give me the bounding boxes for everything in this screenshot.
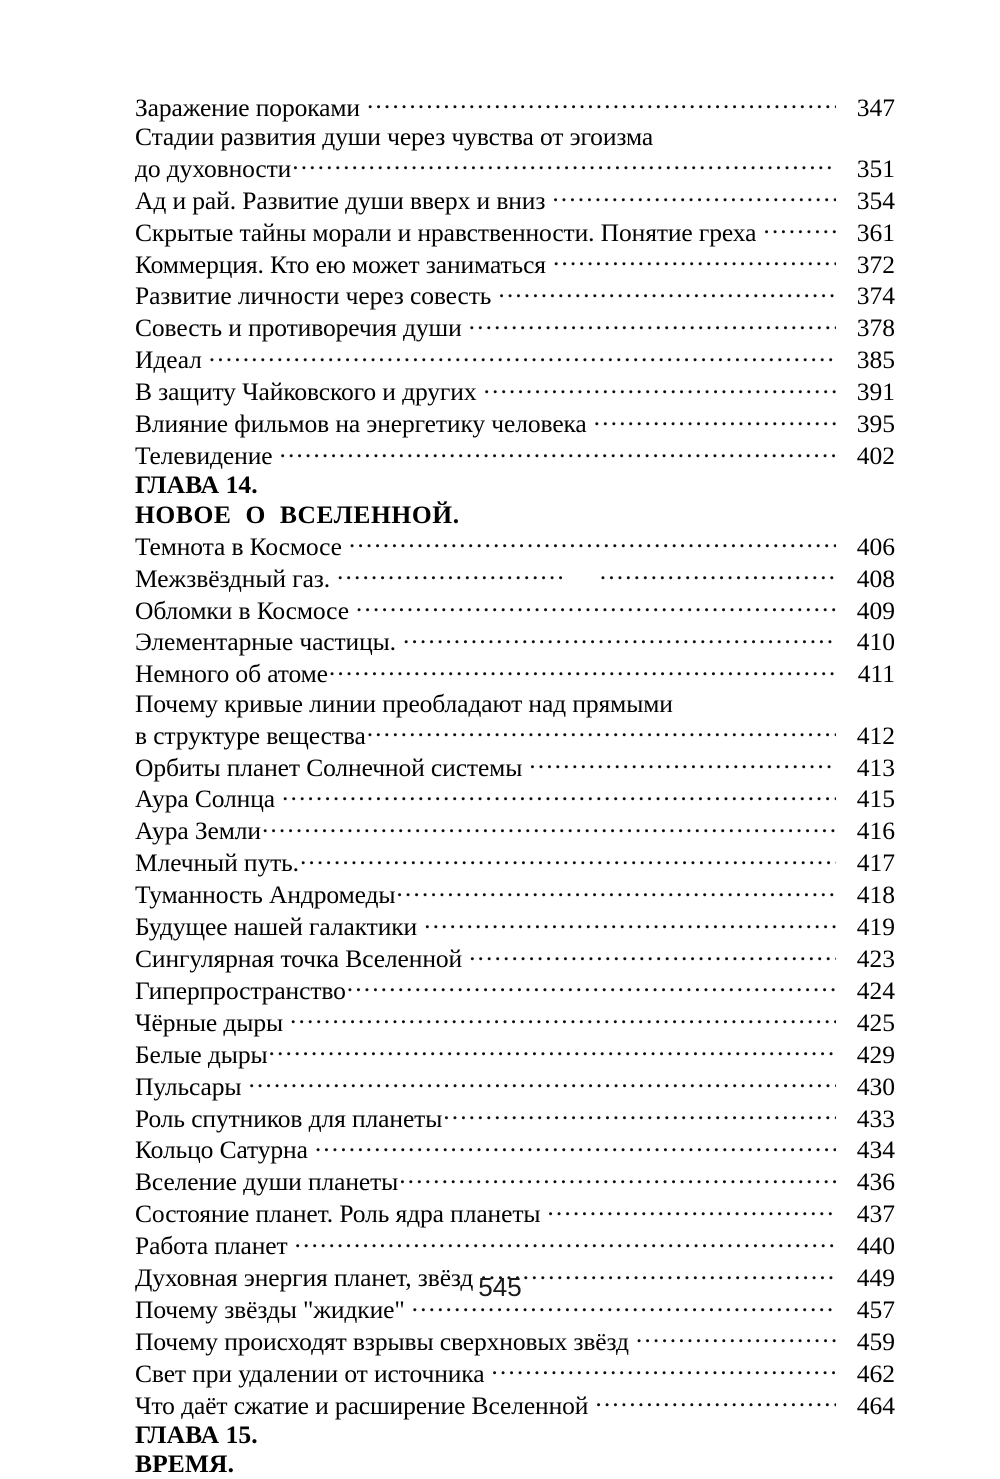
toc-entry-title: Пульсары xyxy=(135,1071,242,1101)
toc-entry[interactable] xyxy=(135,878,895,910)
toc-entry[interactable] xyxy=(135,375,895,407)
toc-entry[interactable] xyxy=(135,279,895,311)
dot-leader xyxy=(595,1388,836,1414)
toc-page-number: 424 xyxy=(856,975,895,1005)
dot-leader xyxy=(290,1005,836,1031)
toc-entry-title: Кольцо Сатурна xyxy=(135,1135,308,1165)
toc-entry[interactable] xyxy=(135,1005,895,1037)
dot-leader xyxy=(209,343,836,369)
dot-leader xyxy=(367,718,836,744)
toc-entry[interactable] xyxy=(135,814,895,846)
toc-entry-title: Элементарные частицы. xyxy=(135,627,396,657)
toc-entry[interactable] xyxy=(135,122,895,183)
toc-entry-title: Вселение души планеты xyxy=(135,1167,399,1197)
dot-leader xyxy=(269,1037,836,1063)
dot-leader xyxy=(315,1133,836,1159)
toc-entry-title: в структуре вещества xyxy=(135,720,366,750)
chapter-heading: ГЛАВА 14. xyxy=(135,470,258,500)
dot-leader xyxy=(484,375,837,401)
toc-entry[interactable] xyxy=(135,1101,895,1133)
dot-leader xyxy=(547,1197,836,1223)
toc-entry[interactable] xyxy=(135,311,895,343)
toc-page-number: 378 xyxy=(856,313,895,343)
dot-leader xyxy=(529,750,836,776)
toc-page-number: 411 xyxy=(857,659,895,689)
toc-entry-title: Гиперпространство xyxy=(135,975,346,1005)
toc-entry-title: Состояние планет. Роль ядра планеты xyxy=(135,1199,541,1229)
toc-entry-title: до духовности xyxy=(135,153,292,183)
toc-page-number: 423 xyxy=(856,943,895,973)
toc-entry[interactable] xyxy=(135,846,895,878)
toc-page-number: 408 xyxy=(856,563,895,593)
dot-leader xyxy=(349,529,836,555)
toc-entry[interactable] xyxy=(135,1356,895,1388)
toc-entry-title: Сингулярная точка Вселенной xyxy=(135,943,463,973)
toc-page-number: 402 xyxy=(856,440,895,470)
toc-page-number: 412 xyxy=(856,720,895,750)
toc-entry-title: Работа планет xyxy=(135,1231,288,1261)
toc-page-number: 406 xyxy=(856,531,895,561)
dot-leader xyxy=(337,561,836,587)
toc-page-number: 415 xyxy=(856,784,895,814)
toc-entry[interactable] xyxy=(135,343,895,375)
toc-entry-title: Белые дыры xyxy=(135,1039,268,1069)
dot-leader xyxy=(367,90,836,116)
toc-entry-list xyxy=(135,90,895,1479)
dot-leader xyxy=(356,593,836,619)
toc-entry-title: Роль спутников для планеты xyxy=(135,1103,443,1133)
dot-leader xyxy=(262,814,836,840)
toc-page-number: 416 xyxy=(856,816,895,846)
dot-leader xyxy=(329,657,836,683)
toc-entry[interactable] xyxy=(135,625,895,657)
toc-entry-title: Влияние фильмов на энергетику человека xyxy=(135,409,587,439)
dot-leader xyxy=(347,973,836,999)
toc-entry[interactable] xyxy=(135,782,895,814)
toc-entry[interactable] xyxy=(135,689,895,750)
toc-page-number: 395 xyxy=(856,409,895,439)
toc-entry-title: Орбиты планет Солнечной системы xyxy=(135,752,523,782)
dot-leader xyxy=(282,782,836,808)
toc-entry-title: Ад и рай. Развитие души вверх и вниз xyxy=(135,185,546,215)
toc-page-number: 418 xyxy=(856,880,895,910)
toc-page-number: 433 xyxy=(856,1103,895,1133)
toc-page-number: 459 xyxy=(856,1326,895,1356)
toc-entry-title: Заражение пороками xyxy=(135,92,360,122)
dot-leader xyxy=(469,941,836,967)
toc-entry-title: Скрытые тайны морали и нравственности. Понятие греха xyxy=(135,217,757,247)
toc-entry[interactable] xyxy=(135,1229,895,1261)
toc-page-number: 351 xyxy=(856,153,895,183)
toc-entry[interactable] xyxy=(135,593,895,625)
dot-leader xyxy=(594,407,836,433)
toc-page-number: 391 xyxy=(856,377,895,407)
chapter-heading: ВРЕМЯ. xyxy=(135,1449,235,1479)
toc-entry[interactable] xyxy=(135,247,895,279)
toc-entry[interactable] xyxy=(135,561,895,593)
toc-entry-title: Развитие личности через совесть xyxy=(135,281,492,311)
toc-entry[interactable] xyxy=(135,1037,895,1069)
toc-page-number: 347 xyxy=(856,92,895,122)
toc-page-number: 429 xyxy=(856,1039,895,1069)
dot-leader xyxy=(424,910,836,936)
toc-entry-title: Почему кривые линии преобладают над прямыми xyxy=(135,688,673,718)
toc-entry-title: Почему звёзды "жидкие" xyxy=(135,1294,405,1324)
chapter-heading: НОВОЕ О ВСЕЛЕННОЙ. xyxy=(135,499,460,529)
toc-entry-title: Обломки в Космосе xyxy=(135,595,349,625)
toc-page-number: 440 xyxy=(856,1231,895,1261)
toc-page-number: 464 xyxy=(856,1390,895,1420)
toc-page-number: 361 xyxy=(856,217,895,247)
toc-entry-title: Коммерция. Кто ею может заниматься xyxy=(135,249,546,279)
toc-page-number: 413 xyxy=(856,752,895,782)
dot-leader xyxy=(403,625,836,651)
toc-page-number: 425 xyxy=(856,1007,895,1037)
toc-entry-title: Млечный путь. xyxy=(135,848,299,878)
toc-page-number: 410 xyxy=(856,627,895,657)
toc-entry-title: Темнота в Космосе xyxy=(135,531,342,561)
toc-entry-title: Туманность Андромеды xyxy=(135,880,396,910)
toc-entry[interactable] xyxy=(135,1388,895,1420)
dot-leader xyxy=(469,311,836,337)
dot-leader xyxy=(279,438,836,464)
dot-leader xyxy=(443,1101,836,1127)
toc-entry[interactable] xyxy=(135,183,895,215)
toc-entry[interactable] xyxy=(135,438,895,470)
toc-page-number: 385 xyxy=(856,345,895,375)
toc-entry[interactable] xyxy=(135,1197,895,1229)
dot-leader xyxy=(636,1324,836,1350)
toc-entry-title: Аура Земли xyxy=(135,816,261,846)
toc-entry[interactable] xyxy=(135,1165,895,1197)
toc-entry[interactable] xyxy=(135,215,895,247)
dot-leader xyxy=(295,1229,836,1255)
dot-leader xyxy=(553,247,836,273)
toc-entry-title: Чёрные дыры xyxy=(135,1007,284,1037)
toc-page-number: 409 xyxy=(856,595,895,625)
dot-leader xyxy=(498,279,836,305)
page-folio-number: 545 xyxy=(478,1272,522,1302)
dot-leader xyxy=(396,878,836,904)
toc-page-number: 374 xyxy=(856,281,895,311)
toc-page-number: 437 xyxy=(856,1199,895,1229)
toc-page-number: 462 xyxy=(856,1358,895,1388)
toc-entry[interactable] xyxy=(135,1069,895,1101)
toc-entry[interactable] xyxy=(135,657,895,689)
toc-page-number: 419 xyxy=(856,912,895,942)
chapter-heading: ГЛАВА 15. xyxy=(135,1420,258,1450)
toc-entry[interactable] xyxy=(135,750,895,782)
toc-page-number: 434 xyxy=(856,1135,895,1165)
dot-leader xyxy=(248,1069,836,1095)
toc-entry-title: Немного об атоме xyxy=(135,659,328,689)
toc-entry[interactable] xyxy=(135,1324,895,1356)
toc-page-number: 436 xyxy=(856,1167,895,1197)
toc-entry[interactable] xyxy=(135,1133,895,1165)
toc-entry[interactable] xyxy=(135,973,895,1005)
toc-page-number: 417 xyxy=(856,848,895,878)
toc-entry-title: Почему происходят взрывы сверхновых звёзд xyxy=(135,1326,629,1356)
toc-page-number: 354 xyxy=(856,185,895,215)
toc-entry-title: Будущее нашей галактики xyxy=(135,912,418,942)
toc-entry[interactable] xyxy=(135,407,895,439)
dot-leader xyxy=(300,846,836,872)
toc-entry-title: Что даёт сжатие и расширение Вселенной xyxy=(135,1390,589,1420)
toc-entry-title: Идеал xyxy=(135,345,202,375)
toc-page-number: 457 xyxy=(856,1294,895,1324)
toc-entry-title: Межзвёздный газ. xyxy=(135,563,331,593)
dot-leader xyxy=(292,151,836,177)
dot-leader xyxy=(552,183,836,209)
toc-entry[interactable] xyxy=(135,529,895,561)
toc-entry-title: Стадии развития души через чувства от эгоизма xyxy=(135,121,654,151)
toc-entry-title: В защиту Чайковского и других xyxy=(135,377,477,407)
toc-page-number: 372 xyxy=(856,249,895,279)
dot-leader xyxy=(491,1356,836,1382)
toc-page-number: 430 xyxy=(856,1071,895,1101)
toc-entry[interactable] xyxy=(135,90,895,122)
toc-entry-title: Свет при удалении от источника xyxy=(135,1358,485,1388)
toc-entry-title: Духовная энергия планет, звёзд xyxy=(135,1263,474,1293)
toc-entry-title: Телевидение xyxy=(135,440,273,470)
dot-leader xyxy=(399,1165,836,1191)
toc-entry[interactable] xyxy=(135,910,895,942)
toc-page-number: 449 xyxy=(856,1263,895,1293)
toc-entry[interactable] xyxy=(135,941,895,973)
dot-leader xyxy=(763,215,836,241)
toc-entry-title: Аура Солнца xyxy=(135,784,275,814)
toc-entry-title: Совесть и противоречия души xyxy=(135,313,462,343)
